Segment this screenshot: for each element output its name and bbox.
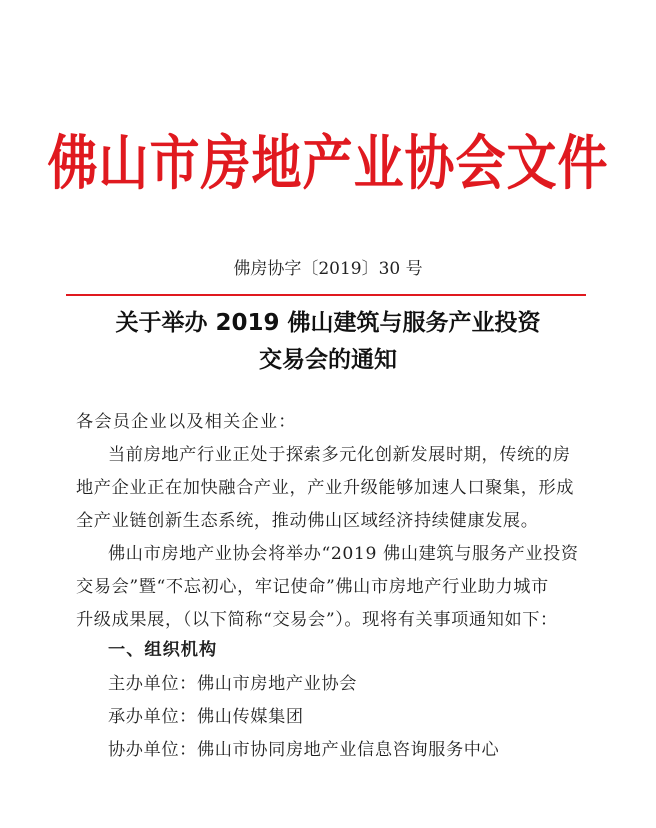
paragraph-1-line-3: 全产业链创新生态系统，推动佛山区域经济持续健康发展。	[76, 511, 539, 531]
document-number: 佛房协字〔2019〕30 号	[233, 259, 423, 279]
organizer-host: 主办单位：佛山市房地产业协会	[108, 674, 358, 694]
paragraph-2-line-3: 升级成果展，（以下简称“交易会”）。现将有关事项通知如下：	[76, 610, 558, 630]
paragraph-2-line-1: 佛山市房地产业协会将举办“2019 佛山建筑与服务产业投资	[108, 544, 579, 564]
salutation: 各会员企业以及相关企业：	[76, 412, 297, 432]
red-divider-rule	[66, 294, 586, 296]
paragraph-2-line-2: 交易会”暨“不忘初心，牢记使命”佛山市房地产行业助力城市	[76, 577, 549, 597]
organizer-co-organizer: 协办单位：佛山市协同房地产业信息咨询服务中心	[108, 740, 500, 760]
paragraph-1-line-2: 地产企业正在加快融合产业，产业升级能够加速人口聚集，形成	[76, 478, 575, 498]
paragraph-1-line-1: 当前房地产行业正处于探索多元化创新发展时期，传统的房	[108, 445, 571, 465]
notice-title-line-1: 关于举办 2019 佛山建筑与服务产业投资	[115, 310, 541, 336]
notice-title-line-2: 交易会的通知	[259, 347, 397, 373]
section-heading-organization: 一、组织机构	[108, 640, 218, 660]
organizer-undertaker: 承办单位：佛山传媒集团	[108, 707, 304, 727]
masthead-title: 佛山市房地产业协会文件	[47, 128, 609, 198]
